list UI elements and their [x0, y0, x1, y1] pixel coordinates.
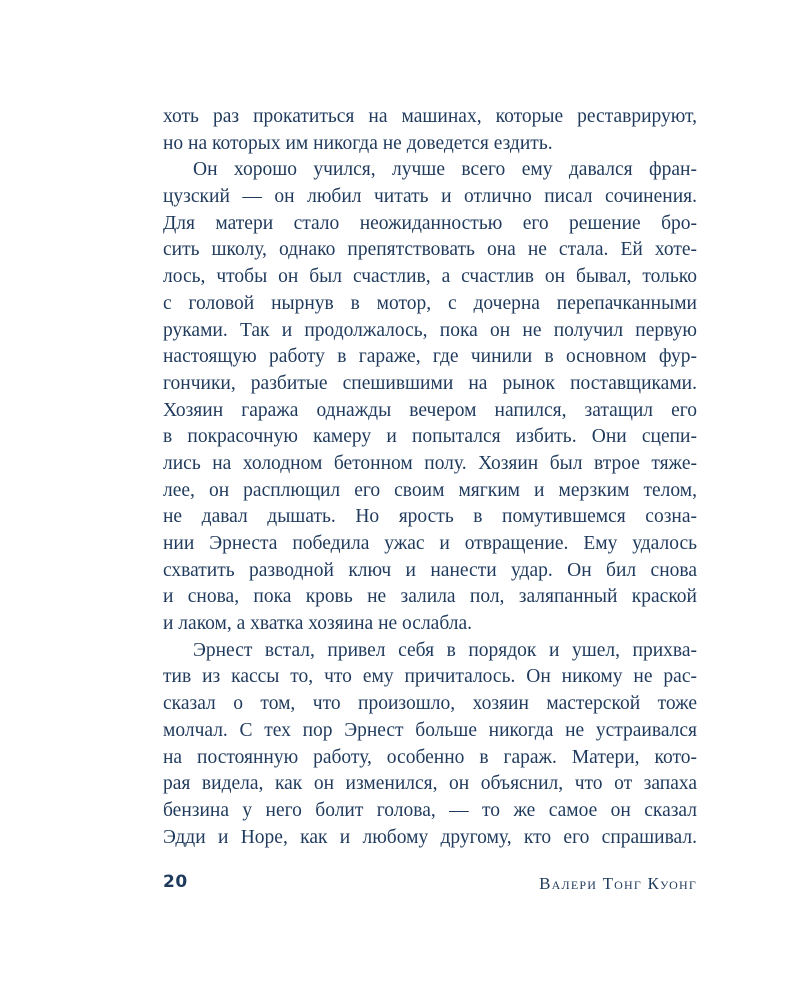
text-line: лись на холодном бетонном полу. Хозяин был втрое тяже- [163, 452, 697, 474]
text-line: на постоянную работу, особенно в гараж. Матери, кото- [163, 746, 697, 768]
text-line: и лаком, а хватка хозяина не ослабла. [163, 613, 473, 635]
text-line: сить школу, однако препятствовать она не стала. Ей хоте- [163, 239, 697, 261]
page-number: 20 [163, 872, 188, 892]
text-line: руками. Так и продолжалось, пока он не получил первую [163, 319, 697, 341]
text-line: не давал дышать. Но ярость в помутившемся созна- [163, 506, 697, 528]
text-line: в покрасочную камеру и попытался избить. Они сцепи- [163, 426, 697, 448]
body-text [163, 104, 697, 851]
text-line: настоящую работу в гараже, где чинили в основном фур- [163, 346, 697, 368]
text-line: схватить разводной ключ и нанести удар. Он бил снова [163, 559, 697, 581]
paragraph-start-line: Эрнест встал, привел себя в порядок и ушел, прихва- [193, 639, 697, 661]
text-line: цузский — он любил читать и отлично писал сочинения. [163, 186, 697, 208]
text-line: хоть раз прокатиться на машинах, которые реставрируют, [163, 106, 697, 127]
text-line: бензина у него болит голова, — то же самое он сказал [163, 799, 697, 821]
text-line: молчал. С тех пор Эрнест больше никогда не устраивался [163, 719, 697, 741]
paragraph-start-line: Он хорошо учился, лучше всего ему давался фран- [193, 159, 697, 181]
text-line: Для матери стало неожиданностью его решение бро- [163, 212, 697, 234]
text-line: с головой нырнув в мотор, с дочерна перепачканными [163, 292, 697, 314]
text-line: но на которых им никогда не доведется ездить. [163, 132, 553, 154]
text-line: Хозяин гаража однажды вечером напился, затащил его [163, 399, 697, 421]
text-line: Эдди и Норе, как и любому другому, кто его спрашивал. [163, 826, 697, 848]
text-line: сказал о том, что произошло, хозяин мастерской тоже [163, 693, 697, 715]
page-footer [163, 872, 697, 896]
text-line: гончики, разбитые спешившими на рынок поставщиками. [163, 372, 697, 394]
text-line: лее, он расплющил его своим мягким и мерзким телом, [163, 479, 697, 501]
text-line: и снова, пока кровь не залила пол, заляпанный краской [163, 586, 697, 608]
text-line: тив из кассы то, что ему причиталось. Он никому не рас- [163, 666, 697, 688]
text-line: нии Эрнеста победила ужас и отвращение. Ему удалось [163, 533, 697, 554]
text-line: рая видела, как он изменился, он объяснил, что от запаха [163, 773, 697, 795]
text-line: лось, чтобы он был счастлив, а счастлив он бывал, только [163, 266, 697, 288]
running-footer-author: Валери Тонг Куонг [539, 874, 697, 893]
